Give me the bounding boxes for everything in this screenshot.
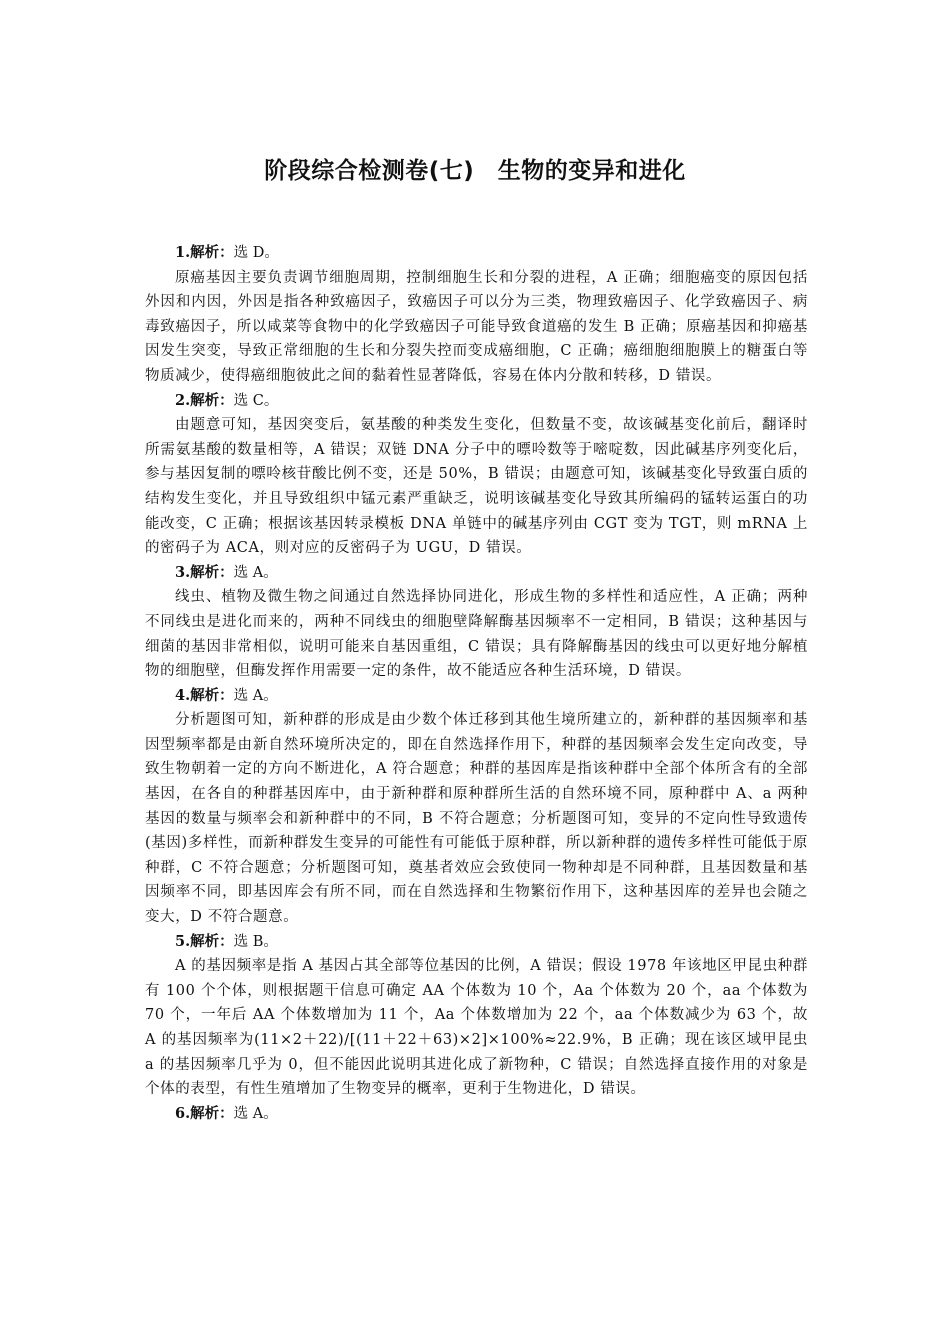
answer-1-choice: 选 D。: [233, 245, 279, 261]
answer-5-explanation: A 的基因频率是指 A 基因占其全部等位基因的比例，A 错误；假设 1978 年该地区甲昆虫种群有 100 个个体，则根据题干信息可确定 AA 个体数为 10 个，Aa 个体数为 20 个，aa 个体数为 70 个，一年后 AA 个体数增加为 11 个，Aa 个体数增加为 22 个，aa 个体数减少为 63 个，故 A 的基因频率为(11×2＋22)/[(11＋22＋63)×2]×100%≈22.9%，B 正确；现在该区域甲昆虫 a 的基因频率几乎为 0，但不能因此说明其进化成了新物种，C 错误；自然选择直接作用的对象是个体的表型，有性生殖增加了生物变异的概率，更利于生物进化，D 错误。: [145, 958, 808, 1098]
answer-6-label: 6.解析：: [175, 1104, 234, 1122]
answer-list: [145, 241, 808, 1126]
answer-4-heading: [145, 684, 808, 709]
answer-3-explanation: 线虫、植物及微生物之间通过自然选择协同进化，形成生物的多样性和适应性，A 正确；两种不同线虫是进化而来的，两种不同线虫的细胞壁降解酶基因频率不一定相同，B 错误；这种基因与细菌的基因非常相似，说明可能来自基因重组，C 错误；具有降解酶基因的线虫可以更好地分解植物的细胞壁，但酶发挥作用需要一定的条件，故不能适应各种生活环境，D 错误。: [145, 589, 808, 680]
answer-2-choice: 选 C。: [233, 392, 279, 409]
answer-5-label: 5.解析：: [175, 932, 234, 950]
answer-4-choice: 选 A。: [233, 687, 278, 704]
answer-6-choice: 选 A。: [233, 1105, 278, 1122]
answer-3-label: 3.解析：: [175, 563, 234, 581]
answer-3-choice: 选 A。: [233, 564, 278, 581]
answer-5-choice: 选 B。: [233, 933, 278, 950]
answer-1-heading: [145, 241, 808, 266]
answer-5-heading: [145, 930, 808, 955]
answer-4-explanation: 分析题图可知，新种群的形成是由少数个体迁移到其他生境所建立的，新种群的基因频率和基因型频率都是由新自然环境所决定的，即在自然选择作用下，种群的基因频率会发生定向改变，导致生物朝着一定的方向不断进化，A 符合题意；种群的基因库是指该种群中全部个体所含有的全部基因，在各自的种群基因库中，由于新种群和原种群所生活的自然环境不同，原种群中 A、a 两种基因的数量与频率会和新种群中的不同，B 不符合题意；分析题图可知，变异的不定向性导致遗传(基因)多样性，而新种群发生变异的可能性有可能低于原种群，所以新种群的遗传多样性可能低于原种群，C 不符合题意；分析题图可知，奠基者效应会致使同一物种却是不同种群，且基因数量和基因频率不同，即基因库会有所不同，而在自然选择和生物繁衍作用下，这种基因库的差异也会随之变大，D 不符合题意。: [145, 712, 808, 926]
answer-2-heading: [145, 389, 808, 414]
answer-1-explanation: 原癌基因主要负责调节细胞周期，控制细胞生长和分裂的进程，A 正确；细胞癌变的原因包括外因和内因，外因是指各种致癌因子，致癌因子可以分为三类，物理致癌因子、化学致癌因子、病毒致癌因子，所以咸菜等食物中的化学致癌因子可能导致食道癌的发生 B 正确；原癌基因和抑癌基因发生突变，导致正常细胞的生长和分裂失控而变成癌细胞，C 正确；癌细胞细胞膜上的糖蛋白等物质减少，使得癌细胞彼此之间的黏着性显著降低，容易在体内分散和转移，D 错误。: [145, 269, 808, 384]
answer-6-heading: [145, 1102, 808, 1127]
page-title: 阶段综合检测卷(七) 生物的变异和进化: [264, 158, 686, 184]
answer-1-label: 1.解析：: [175, 244, 234, 261]
answer-2-label: 2.解析：: [175, 391, 234, 409]
answer-3-heading: [145, 561, 808, 586]
answer-4-label: 4.解析：: [175, 686, 234, 704]
answer-2-explanation: 由题意可知，基因突变后，氨基酸的种类发生变化，但数量不变，故该碱基变化前后，翻译时所需氨基酸的数量相等，A 错误；双链 DNA 分子中的嘌呤数等于嘧啶数，因此碱基序列变化后，参与基因复制的嘌呤核苷酸比例不变，还是 50%，B 错误；由题意可知，该碱基变化导致蛋白质的结构发生变化，并且导致组织中锰元素严重缺乏，说明该碱基变化导致其所编码的锰转运蛋白的功能改变，C 正确；根据该基因转录模板 DNA 单链中的碱基序列由 CGT 变为 TGT，则 mRNA 上的密码子为 ACA，则对应的反密码子为 UGU，D 错误。: [145, 417, 808, 557]
